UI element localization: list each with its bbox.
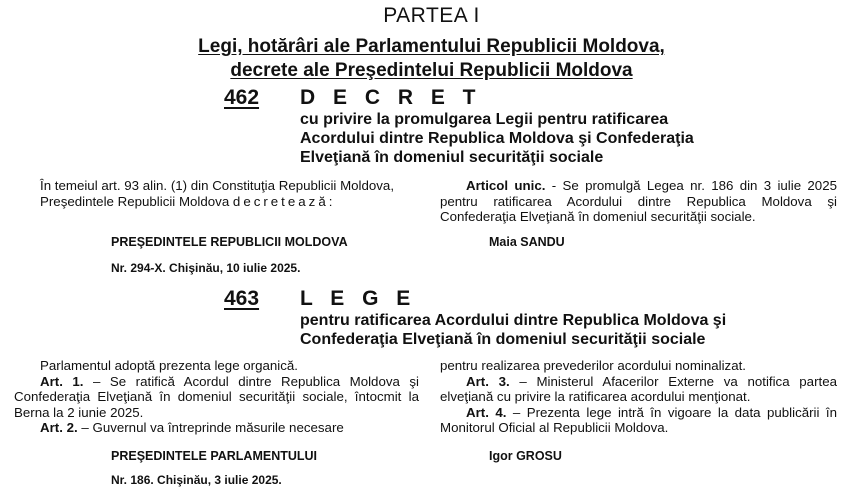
law-subject-line1: pentru ratificarea Acordului dintre Republica Moldova şi bbox=[300, 312, 727, 329]
law-art2-label: Art. 2. bbox=[40, 420, 78, 436]
law-number: 463 bbox=[224, 287, 260, 310]
decree-subject-line2: Acordului dintre Republica Moldova şi Confederaţia bbox=[300, 130, 694, 147]
law-subject-line2: Confederaţia Elveţiană în domeniul securităţii sociale bbox=[300, 331, 706, 348]
decree-article-label: Articol unic. bbox=[466, 178, 546, 193]
section-title-line1: Legi, hotărâri ale Parlamentului Republicii Moldova, bbox=[198, 36, 665, 57]
law-reference: Nr. 186. Chişinău, 3 iulie 2025. bbox=[111, 473, 282, 487]
decree-enacting-text: Preşedintele Republicii Moldova bbox=[40, 193, 230, 209]
decree-left-column bbox=[14, 178, 419, 209]
decree-preamble: În temeiul art. 93 alin. (1) din Constituţia Republicii Moldova, bbox=[40, 178, 395, 193]
decree-sole-article bbox=[440, 178, 837, 225]
law-article-2 bbox=[14, 420, 419, 436]
law-art1-label: Art. 1. bbox=[40, 373, 84, 389]
law-right-column bbox=[440, 358, 837, 436]
decree-signer-name: Maia SANDU bbox=[489, 235, 565, 249]
section-title-line2: decrete ale Preşedintelui Republicii Moldova bbox=[230, 60, 633, 81]
decree-signer-title: PREŞEDINTELE REPUBLICII MOLDOVA bbox=[111, 235, 348, 249]
law-preamble: Parlamentul adoptă prezenta lege organică. bbox=[40, 358, 298, 373]
decree-subject-line1: cu privire la promulgarea Legii pentru ratificarea bbox=[300, 111, 669, 128]
law-article-2-continued: pentru realizarea prevederilor acordului nominalizat. bbox=[440, 358, 746, 373]
law-art4-label: Art. 4. bbox=[466, 404, 507, 420]
decree-number: 462 bbox=[224, 86, 260, 109]
law-subject bbox=[300, 311, 840, 349]
law-signer-title: PREŞEDINTELE PARLAMENTULUI bbox=[111, 449, 318, 463]
law-art3-text: – Ministerul Afacerilor Externe va notifica partea elveţiană cu privire la ratificarea acordului menţionat. bbox=[440, 373, 837, 405]
decree-enacting-verb: decretează: bbox=[232, 193, 336, 209]
law-type: L E G E bbox=[300, 287, 417, 310]
decree-subject bbox=[300, 110, 840, 167]
law-signer-name: Igor GROSU bbox=[489, 449, 562, 463]
decree-subject-line3: Elveţiană în domeniul securităţii sociale bbox=[300, 149, 604, 166]
decree-right-column bbox=[440, 178, 837, 225]
part-title: PARTEA I bbox=[383, 4, 480, 27]
law-art3-label: Art. 3. bbox=[466, 373, 510, 389]
decree-reference: Nr. 294-X. Chişinău, 10 iulie 2025. bbox=[111, 261, 301, 275]
law-art2-text: – Guvernul va întreprinde măsurile necesare bbox=[77, 420, 344, 436]
decree-type: D E C R E T bbox=[300, 86, 482, 109]
law-article-1 bbox=[14, 374, 419, 421]
decree-enacting-clause bbox=[14, 194, 419, 210]
law-article-3 bbox=[440, 374, 837, 405]
law-art4-text: – Prezenta lege intră în vigoare la data publicării în Monitorul Oficial al Republicii Moldova. bbox=[440, 404, 837, 436]
law-art1-text: – Se ratifică Acordul dintre Republica Moldova şi Confederaţia Elveţiană în domeniul securităţii sociale, întocmit la Berna la 2 iunie 2025. bbox=[14, 373, 419, 420]
law-left-column bbox=[14, 358, 419, 436]
law-article-4 bbox=[440, 405, 837, 436]
decree-article-text: - Se promulgă Legea nr. 186 din 3 iulie 2025 pentru ratificarea Acordului dintre Republica Moldova şi Confederaţia Elveţiană în domeniul securităţii sociale. bbox=[440, 178, 837, 225]
